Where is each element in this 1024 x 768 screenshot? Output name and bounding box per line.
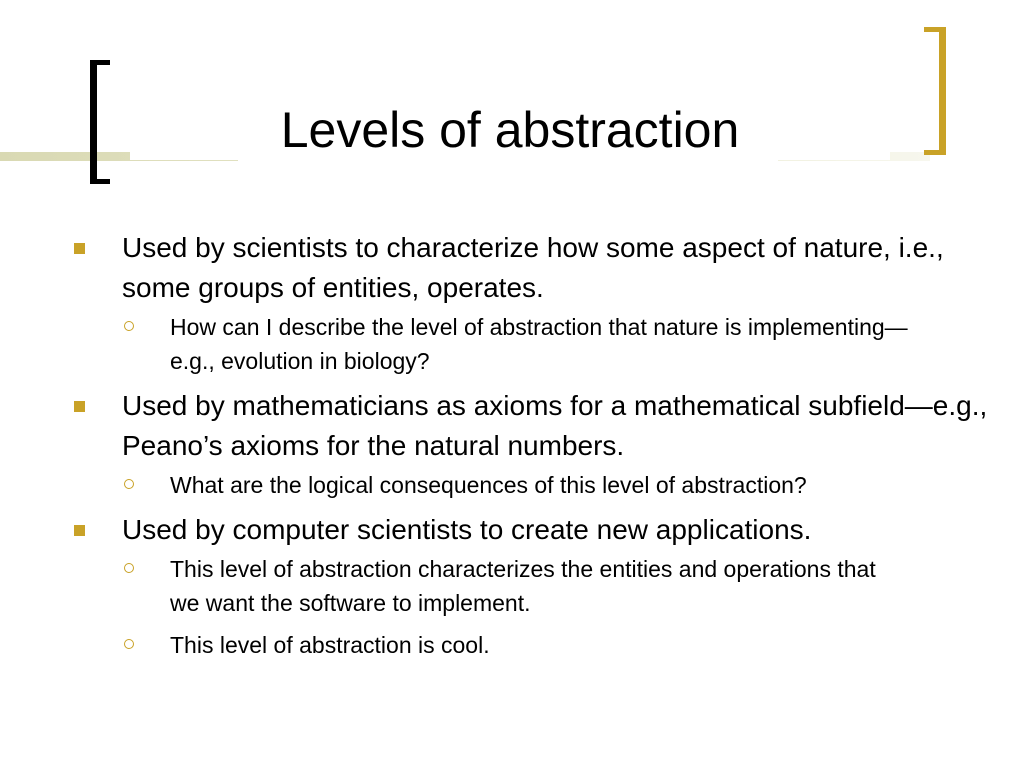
left-bracket-decoration: [90, 60, 110, 184]
sub-bullet-item: [68, 310, 930, 378]
slide-body: [68, 228, 988, 670]
sub-bullet-item: [68, 468, 988, 502]
bullet-text: Used by mathematicians as axioms for a mathematical subfield—e.g., Peano’s axioms for the natural numbers.: [122, 390, 988, 461]
right-bracket-decoration: [924, 27, 946, 155]
sub-bullet-text: This level of abstraction characterizes the entities and operations that we want the software to implement.: [170, 556, 876, 616]
sub-bullet-item: [68, 628, 988, 662]
circle-bullet-icon: [124, 321, 134, 331]
sub-bullet-text: This level of abstraction is cool.: [170, 632, 490, 658]
sub-bullet-text: How can I describe the level of abstraction that nature is implementing—e.g., evolution in biology?: [170, 314, 908, 374]
sub-bullet-text: What are the logical consequences of this level of abstraction?: [170, 472, 807, 498]
square-bullet-icon: [74, 243, 85, 254]
square-bullet-icon: [74, 401, 85, 412]
bullet-item-1: [68, 228, 988, 308]
circle-bullet-icon: [124, 479, 134, 489]
bullet-item-3: [68, 510, 988, 550]
bullet-text: Used by scientists to characterize how some aspect of nature, i.e., some groups of entities, operates.: [122, 232, 944, 303]
square-bullet-icon: [74, 525, 85, 536]
bullet-item-2: [68, 386, 988, 466]
circle-bullet-icon: [124, 563, 134, 573]
bullet-text: Used by computer scientists to create new applications.: [122, 514, 812, 545]
circle-bullet-icon: [124, 639, 134, 649]
slide-title: Levels of abstraction: [130, 100, 890, 160]
sub-bullet-item: [68, 552, 890, 620]
